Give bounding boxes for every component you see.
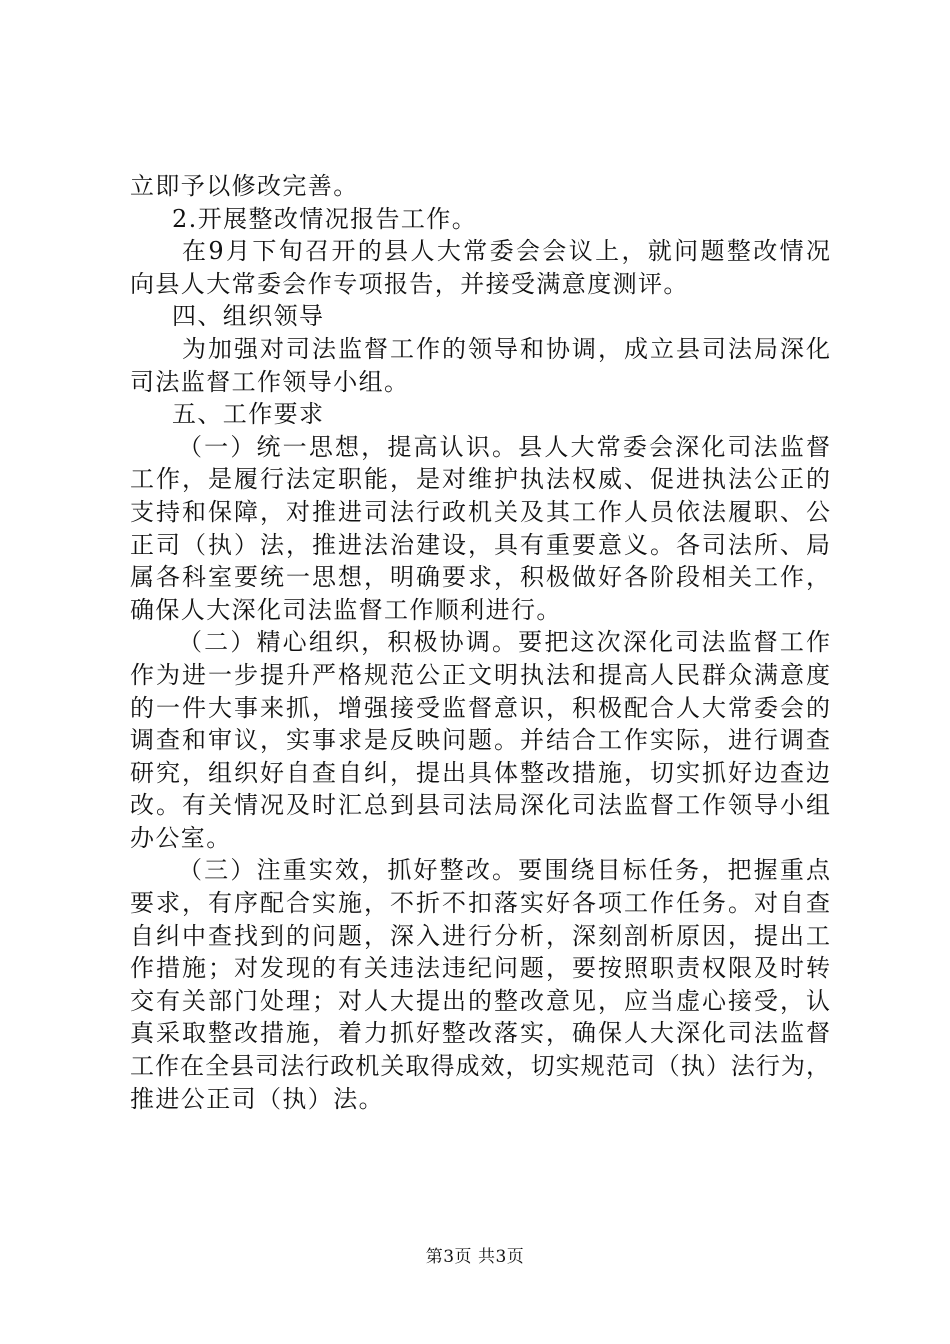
body-line: 在9月下旬召开的县人大常委会会议上，就问题整改情况 <box>182 237 830 266</box>
body-line: 工作在全县司法行政机关取得成效，切实规范司（执）法行为， <box>130 1052 830 1081</box>
section-heading: 四、组织领导 <box>172 302 325 331</box>
body-line: 的一件大事来抓，增强接受监督意识，积极配合人大常委会的 <box>130 693 830 722</box>
body-line: （一）统一思想，提高认识。县人大常委会深化司法监督 <box>178 432 830 461</box>
body-line: 立即予以修改完善。 <box>130 172 359 200</box>
body-line: （二）精心组织，积极协调。要把这次深化司法监督工作 <box>178 628 830 657</box>
body-line: 确保人大深化司法监督工作顺利进行。 <box>130 595 562 624</box>
body-line: 司法监督工作领导小组。 <box>130 367 410 396</box>
body-line: 支持和保障，对推进司法行政机关及其工作人员依法履职、公 <box>130 497 830 526</box>
body-line: 为加强对司法监督工作的领导和协调，成立县司法局深化 <box>182 334 830 363</box>
body-line: 改。有关情况及时汇总到县司法局深化司法监督工作领导小组 <box>130 791 830 820</box>
body-line: 推进公正司（执）法。 <box>130 1084 384 1113</box>
body-line: 调查和审议，实事求是反映问题。并结合工作实际，进行调查 <box>130 726 830 755</box>
body-line: 研究，组织好自查自纠，提出具体整改措施，切实抓好边查边 <box>130 758 830 787</box>
body-line: 交有关部门处理；对人大提出的整改意见，应当虚心接受，认 <box>130 986 830 1015</box>
body-line: 要求，有序配合实施，不折不扣落实好各项工作任务。对自查 <box>130 889 830 918</box>
body-line: 自纠中查找到的问题，深入进行分析，深刻剖析原因，提出工 <box>130 921 830 950</box>
body-line: 作为进一步提升严格规范公正文明执法和提高人民群众满意度 <box>130 660 830 689</box>
body-line: 办公室。 <box>130 823 232 852</box>
body-line: 工作，是履行法定职能，是对维护执法权威、促进执法公正的 <box>130 465 830 494</box>
document-body <box>130 170 830 1115</box>
body-line: 向县人大常委会作专项报告，并接受满意度测评。 <box>130 269 689 298</box>
body-line: 属各科室要统一思想，明确要求，积极做好各阶段相关工作， <box>130 563 830 592</box>
body-line: 作措施；对发现的有关违法违纪问题，要按照职责权限及时转 <box>130 954 830 983</box>
section-heading: 五、工作要求 <box>172 400 325 429</box>
page-number-footer: 第3页 共3页 <box>425 1247 525 1267</box>
body-line: （三）注重实效，抓好整改。要围绕目标任务，把握重点 <box>178 856 830 885</box>
body-line: 正司（执）法，推进法治建设，具有重要意义。各司法所、局 <box>130 530 830 559</box>
body-line: 真采取整改措施，着力抓好整改落实，确保人大深化司法监督 <box>130 1019 830 1048</box>
section-subheading: 2.开展整改情况报告工作。 <box>172 204 478 233</box>
